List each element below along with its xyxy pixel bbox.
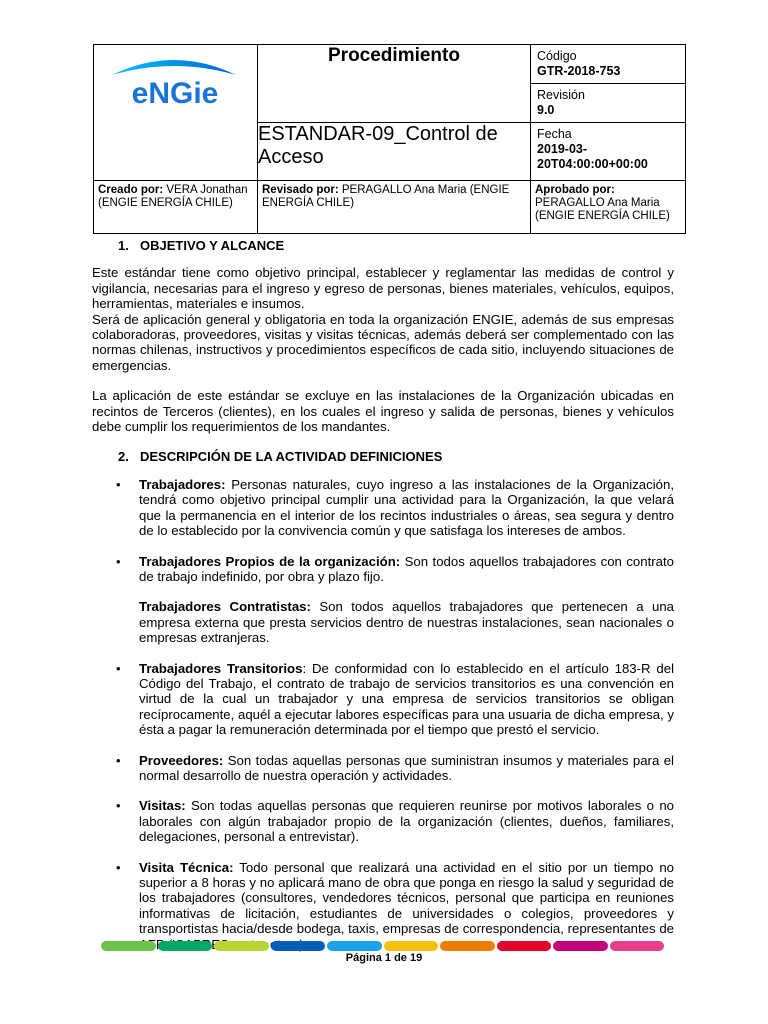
- fecha-cell: [531, 123, 686, 181]
- aprobado-cell: [531, 181, 686, 234]
- section-1-number: 1.: [118, 238, 129, 253]
- section-2-heading: [92, 449, 674, 464]
- codigo-label: Código: [537, 49, 577, 63]
- contratistas-definition: [92, 599, 674, 645]
- revisado-label: Revisado por:: [262, 184, 339, 196]
- footer-bar-segment: [214, 941, 269, 951]
- definition-text: Personas naturales, cuyo ingreso a las instalaciones de la Organización, tendrá como objetivo principal cumplir una actividad para la Organización, la que velará que la permanencia en el interior de los recintos industriales o áreas, sea segura y dentro de lo establecido por la convivencia común y que satisfaga los intereses de ambos.: [139, 476, 674, 539]
- definitions-list-2: [92, 661, 674, 953]
- definition-term: Proveedores:: [139, 752, 224, 768]
- definitions-list: [92, 477, 674, 584]
- aprobado-label: Aprobado por:: [535, 184, 615, 196]
- section-1-heading: [92, 238, 674, 253]
- document-body: [92, 238, 674, 967]
- codigo-cell: [531, 45, 686, 84]
- bullet-icon: •: [116, 660, 121, 676]
- creado-value: VERA Jonathan (ENGIE ENERGÍA CHILE): [98, 184, 248, 209]
- definition-term: Trabajadores Propios de la organización:: [139, 553, 401, 569]
- definition-text: Son todas aquellas personas que suministran insumos y materiales para el normal desarrollo de nuestra operación y actividades.: [139, 752, 674, 783]
- section-1-paragraph-1: Este estándar tiene como objetivo principal, establecer y reglamentar las medidas de control y vigilancia, necesarias para el ingreso y egreso de personas, bienes materiales, vehículos, equipos, herramientas, materiales e insumos.: [92, 265, 674, 312]
- definition-text: Todo personal que realizará una actividad en el sitio por un tiempo no superior a 8 horas y no aplicará mano de obra que ponga en riesgo la salud y seguridad de los trabajadores (consultores, vendedores técnicos, personal que participa en reuniones informativas de licitación, estudiantes de universidades o colegios, proveedores y transportistas hacia/desde bodega, taxis, empresas de correspondencia, representantes de: [139, 859, 674, 937]
- fecha-value: 2019-03-20T04:00:00+00:00: [537, 142, 648, 171]
- footer-bar-segment: [327, 941, 382, 951]
- definition-text: : De conformidad con lo establecido en el artículo 183-R del Código del Trabajo, el contrato de trabajo de servicios transitorios es una convención en virtud de la cual un trabajador y una empresa de servicios transitorios se obligan recíprocamente, aquél a ejecutar labores específicas para una usuaria de dicha empresa, y ésta a pagar la remuneración determinada por el tiempo que prestó el servicio.: [139, 660, 674, 738]
- procedure-label: Procedimiento: [258, 45, 531, 123]
- fecha-label: Fecha: [537, 127, 572, 141]
- revisado-value: PERAGALLO Ana Maria (ENGIE ENERGÍA CHILE): [262, 184, 510, 209]
- list-item: [92, 860, 674, 952]
- definition-term: Trabajadores:: [139, 476, 226, 492]
- definition-term: Trabajadores Contratistas:: [139, 599, 311, 615]
- footer-bar-segment: [271, 941, 326, 951]
- bullet-icon: •: [116, 553, 121, 569]
- definition-text: Son todas aquellas personas que requieren reunirse por motivos laborales o no laborales con algún trabajador propio de la organización (clientes, dueños, familiares, delegaciones, personal a entrevistar).: [139, 798, 674, 845]
- list-item: [92, 661, 674, 738]
- codigo-value: GTR-2018-753: [537, 64, 621, 78]
- section-1-title: OBJETIVO Y ALCANCE: [140, 238, 285, 253]
- definition-term: Visita Técnica:: [139, 859, 234, 875]
- footer-bar-segment: [553, 941, 608, 951]
- list-item: [92, 554, 674, 585]
- engie-logo: [94, 45, 257, 175]
- footer-color-bar: [101, 941, 666, 951]
- aprobado-value: PERAGALLO Ana Maria (ENGIE ENERGÍA CHILE): [535, 197, 670, 222]
- section-2-title: DESCRIPCIÓN DE LA ACTIVIDAD DEFINICIONES: [140, 449, 443, 465]
- section-1-paragraph-2: Será de aplicación general y obligatoria en toda la organización ENGIE, además de sus empresas colaboradoras, proveedores, visitas y visitas técnicas, además deberá ser complementado con las normas chilenas, instructivos y procedimientos específicos de cada sitio, incluyendo situaciones de emergencias.: [92, 311, 674, 373]
- document-header-table: [93, 44, 686, 234]
- footer-bar-segment: [158, 941, 213, 951]
- page-number: Página 1 de 19: [345, 952, 423, 964]
- bullet-icon: •: [116, 798, 121, 814]
- bullet-icon: •: [116, 752, 121, 768]
- definition-text: Son todos aquellos trabajadores que pertenecen a una empresa externa que presta servicios dentro de nuestras instalaciones, sean nacionales o empresas extranjeras.: [139, 599, 674, 646]
- footer-bar-segment: [610, 941, 665, 951]
- definition-text: Son todos aquellos trabajadores con contrato de trabajo indefinido, por obra y plazo fijo.: [139, 553, 674, 584]
- section-1-paragraph-3: La aplicación de este estándar se excluye en las instalaciones de la Organización ubicadas en recintos de Terceros (clientes), en los cuales el ingreso y salida de personas, bienes y vehículos debe cumplir los requerimientos de los mandantes.: [92, 388, 674, 435]
- footer-bar-segment: [440, 941, 495, 951]
- definition-term: Visitas:: [139, 798, 186, 814]
- logo-cell: [94, 45, 258, 181]
- revision-value: 9.0: [537, 103, 555, 117]
- standard-title: ESTANDAR-09_Control de Acceso: [258, 123, 531, 181]
- footer-bar-segment: [497, 941, 552, 951]
- footer-bar-segment: [101, 941, 156, 951]
- bullet-icon: •: [116, 476, 121, 492]
- bullet-icon: •: [116, 859, 121, 875]
- creado-cell: [94, 181, 258, 234]
- section-2-number: 2.: [118, 449, 129, 465]
- logo-text: eNGie: [131, 77, 219, 110]
- list-item: [92, 798, 674, 844]
- definition-term: Trabajadores Transitorios: [139, 660, 303, 676]
- list-item: [92, 477, 674, 539]
- revision-cell: [531, 84, 686, 123]
- list-item: [92, 753, 674, 784]
- revision-label: Revisión: [537, 88, 585, 102]
- footer-bar-segment: [384, 941, 439, 951]
- revisado-cell: [258, 181, 531, 234]
- creado-label: Creado por:: [98, 184, 164, 196]
